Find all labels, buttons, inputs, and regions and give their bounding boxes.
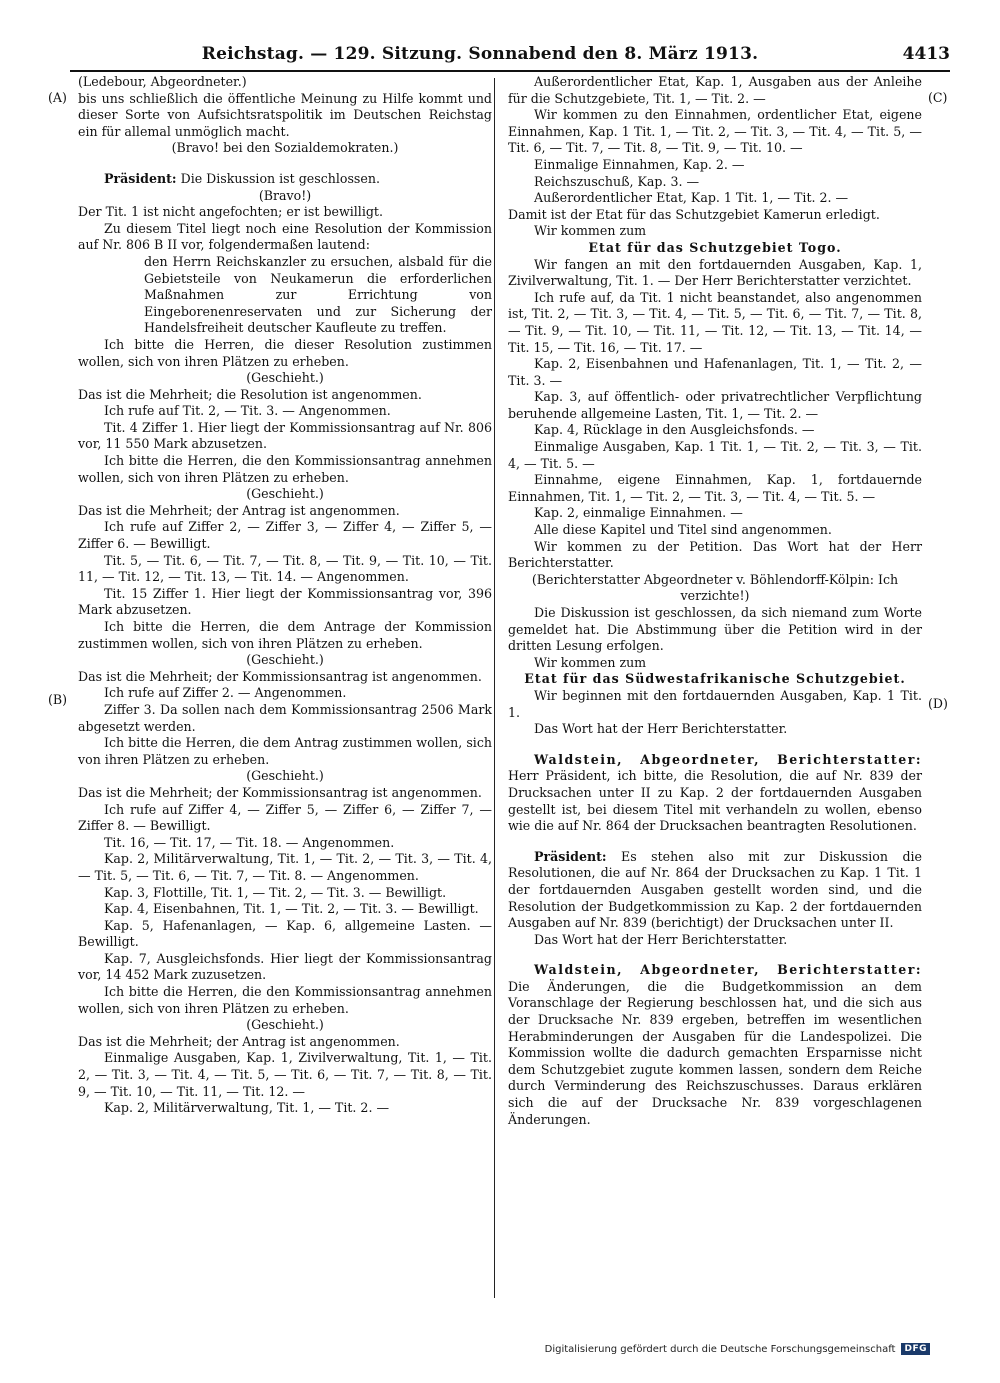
paragraph: Ich rufe auf Ziffer 2, — Ziffer 3, — Ziffer 4, — Ziffer 5, — Ziffer 6. — Bewilligt. — [78, 519, 492, 552]
paragraph: Waldstein, Abgeordneter, Berichterstatter: Herr Präsident, ich bitte, die Resolution, die auf Nr. 839 der Drucksachen unter II zu Kap. 2 der fortdauernden Ausgaben gestellt ist, bei diesem Titel mit verhandeln zu wollen, ebenso wie die auf Nr. 864 der Drucksachen beantragten Resolutionen. — [508, 751, 922, 834]
paragraph: Kap. 2, Militärverwaltung, Tit. 1, — Tit. 2. — — [104, 1100, 390, 1116]
paragraph: Einmalige Ausgaben, Kap. 1 Tit. 1, — Tit. 2, — Tit. 3, — Tit. 4, — Tit. 5. — — [508, 439, 922, 471]
paragraph: Wir kommen zu den Einnahmen, ordentlicher Etat, eigene Einnahmen, Kap. 1 Tit. 1, — Tit. 2, — Tit. 3, — Tit. 4, — Tit. 5, — Tit. 6, — Tit. 7, — Tit. 8, — Tit. 9, — Tit. 10. — — [508, 107, 922, 156]
page-number: 4413 — [902, 44, 950, 64]
paragraph: Ziffer 3. Da sollen nach dem Kommissionsantrag 2506 Mark abgesetzt werden. — [78, 701, 492, 734]
paragraph: Die Diskussion ist geschlossen, da sich niemand zum Worte gemeldet hat. Die Abstimmung über die Petition wird in der dritten Lesung erfolgen. — [508, 605, 922, 654]
page-header — [70, 40, 950, 72]
section-heading-togo: Etat für das Schutzgebiet Togo. — [588, 239, 842, 255]
footer-text: Digitalisierung gefördert durch die Deutsche Forschungsgemeinschaft — [544, 1343, 896, 1355]
speaker-continued: (Ledebour, Abgeordneter.) — [78, 74, 247, 89]
paragraph: Ich bitte die Herren, die den Kommissionsantrag annehmen wollen, sich von ihren Plätzen zu erheben. — [78, 453, 492, 485]
paragraph: Ich bitte die Herren, die dem Antrag zustimmen wollen, sich von ihren Plätzen zu erheben. — [78, 735, 492, 767]
interjection: (Geschieht.) — [246, 370, 324, 386]
paragraph: Waldstein, Abgeordneter, Berichterstatter: Die Änderungen, die die Budgetkommission an dem Voranschlage der Regierung beschlossen hat, und die sich aus der Drucksache Nr. 839 ergeben, betreffen im wesentlichen Herabminderungen der Ausgaben für die Landespolizei. Die Kommission wollte die dadurch gemachten Ersparnisse nicht dem Schutzgebiet zugute kommen lassen, sondern dem Reiche durch Verminderung des Reichszuschusses. Daraus erklären sich die auf der Drucksache Nr. 839 vorgeschlagenen Änderungen. — [508, 962, 922, 1127]
paragraph: Ich rufe auf Ziffer 4, — Ziffer 5, — Ziffer 6, — Ziffer 7, — Ziffer 8. — Bewilligt. — [78, 801, 492, 834]
dfg-logo-icon: DFG — [901, 1343, 930, 1355]
margin-marker-d: (D) — [928, 696, 948, 711]
paragraph: Präsident: Es stehen also mit zur Diskussion die Resolutionen, die auf Nr. 864 der Drucksachen zu Kap. 1 Tit. 1 der fortdauernden Ausgaben gestellt worden sind, und die Resolution der Budgetkommission zu Kap. 2 der fortdauernden Ausgaben auf Nr. 839 (berichtigt) der Drucksachen unter II. — [508, 848, 922, 931]
resolution-text: den Herrn Reichskanzler zu ersuchen, alsbald für die Gebietsteile von Neukamerun die erforderlichen Maßnahmen zur Errichtung von Eingeborenenreservaten und zur Sicherung der Handelsfreiheit deutscher Kaufleute zu treffen. — [144, 253, 492, 336]
speaker-name: Präsident: — [104, 170, 177, 186]
interjection: (Bravo!) — [258, 187, 312, 203]
paragraph: Tit. 16, — Tit. 17, — Tit. 18. — Angenommen. — [104, 834, 395, 850]
interjection: (Geschieht.) — [246, 652, 324, 668]
paragraph: Der Tit. 1 ist nicht angefochten; er ist bewilligt. — [78, 204, 383, 220]
paragraph: Das ist die Mehrheit; der Kommissionsantrag ist angenommen. — [78, 668, 482, 684]
paragraph: Ich bitte die Herren, die dem Antrage der Kommission zustimmen wollen, sich von ihren Plätzen zu erheben. — [78, 619, 492, 651]
paragraph: Einmalige Einnahmen, Kap. 2. — — [534, 156, 745, 172]
paragraph: Das ist die Mehrheit; der Kommissionsantrag ist angenommen. — [78, 784, 482, 800]
right-column — [508, 74, 922, 1128]
paragraph: Reichszuschuß, Kap. 3. — — [534, 173, 700, 189]
paragraph: Kap. 4, Eisenbahnen, Tit. 1, — Tit. 2, — Tit. 3. — Bewilligt. — [104, 901, 479, 917]
footer-credit — [545, 1343, 930, 1355]
paragraph: Ich bitte die Herren, die dieser Resolution zustimmen wollen, sich von ihren Plätzen zu erheben. — [78, 336, 492, 369]
interjection: (Berichterstatter Abgeordneter v. Böhlendorff-Kölpin: Ich verzichte!) — [531, 571, 899, 604]
speaker-name: Waldstein, Abgeordneter, Berichterstatter: — [534, 962, 922, 978]
paragraph: Das Wort hat der Herr Berichterstatter. — [534, 721, 788, 737]
paragraph: Außerordentlicher Etat, Kap. 1, Ausgaben aus der Anleihe für die Schutzgebiete, Tit. 1, — Tit. 2. — — [508, 74, 922, 106]
paragraph: bis uns schließlich die öffentliche Meinung zu Hilfe kommt und dieser Sorte von Aufsichtsratspolitik im Deutschen Reichstag ein für allemal unmöglich macht. — [78, 90, 492, 139]
paragraph: Wir kommen zum — [534, 223, 647, 239]
paragraph: Ich rufe auf Ziffer 2. — Angenommen. — [104, 685, 347, 701]
paragraph: Einmalige Ausgaben, Kap. 1, Zivilverwaltung, Tit. 1, — Tit. 2, — Tit. 3, — Tit. 4, — Tit. 5, — Tit. 6, — Tit. 7, — Tit. 8, — Tit. 9, — Tit. 10, — Tit. 11, — Tit. 12. — — [78, 1050, 492, 1099]
paragraph: Alle diese Kapitel und Titel sind angenommen. — [534, 522, 832, 538]
paragraph: Tit. 5, — Tit. 6, — Tit. 7, — Tit. 8, — Tit. 9, — Tit. 10, — Tit. 11, — Tit. 12, — Tit. 13, — Tit. 14. — Angenommen. — [78, 552, 492, 585]
paragraph: Kap. 2, einmalige Einnahmen. — — [534, 505, 743, 521]
paragraph: Zu diesem Titel liegt noch eine Resolution der Kommission auf Nr. 806 B II vor, folgendermaßen lautend: — [78, 220, 492, 253]
paragraph: Damit ist der Etat für das Schutzgebiet Kamerun erledigt. — [508, 206, 880, 222]
margin-marker-c: (C) — [928, 90, 948, 105]
left-column — [78, 74, 492, 1117]
paragraph: Tit. 4 Ziffer 1. Hier liegt der Kommissionsantrag auf Nr. 806 vor, 11 550 Mark abzusetzen. — [78, 419, 492, 452]
paragraph: Kap. 5, Hafenanlagen, — Kap. 6, allgemeine Lasten. — Bewilligt. — [78, 917, 492, 950]
column-divider — [494, 78, 495, 1298]
interjection: (Geschieht.) — [246, 486, 324, 502]
margin-marker-a: (A) — [48, 90, 67, 105]
paragraph: Tit. 15 Ziffer 1. Hier liegt der Kommissionsantrag vor, 396 Mark abzusetzen. — [78, 585, 492, 618]
interjection: (Geschieht.) — [246, 768, 324, 784]
paragraph: Das Wort hat der Herr Berichterstatter. — [534, 931, 788, 947]
section-heading-suedwestafrika: Etat für das Südwestafrikanische Schutzgebiet. — [524, 671, 906, 687]
paragraph: Das ist die Mehrheit; der Antrag ist angenommen. — [78, 1033, 400, 1049]
paragraph: Kap. 2, Militärverwaltung, Tit. 1, — Tit. 2, — Tit. 3, — Tit. 4, — Tit. 5, — Tit. 6, — Tit. 7, — Tit. 8. — Angenommen. — [78, 851, 492, 883]
paragraph: Kap. 7, Ausgleichsfonds. Hier liegt der Kommissionsantrag vor, 14 452 Mark zuzusetzen. — [78, 950, 492, 983]
paragraph: Wir fangen an mit den fortdauernden Ausgaben, Kap. 1, Zivilverwaltung, Tit. 1. — Der Herr Berichterstatter verzichtet. — [508, 256, 922, 289]
paragraph: Einnahme, eigene Einnahmen, Kap. 1, fortdauernde Einnahmen, Tit. 1, — Tit. 2, — Tit. 3, — Tit. 4, — Tit. 5. — — [508, 472, 922, 504]
paragraph: Kap. 4, Rücklage in den Ausgleichsfonds. — — [534, 422, 815, 438]
paragraph: Das ist die Mehrheit; die Resolution ist angenommen. — [78, 386, 422, 402]
running-title: Reichstag. — 129. Sitzung. Sonnabend den 8. März 1913. — [201, 44, 759, 64]
paragraph: Kap. 3, auf öffentlich- oder privatrechtlicher Verpflichtung beruhende allgemeine Lasten, Tit. 1, — Tit. 2. — — [508, 389, 922, 421]
paragraph: Kap. 3, Flottille, Tit. 1, — Tit. 2, — Tit. 3. — Bewilligt. — [104, 884, 447, 900]
paragraph: Wir kommen zum — [534, 654, 647, 670]
interjection: (Bravo! bei den Sozialdemokraten.) — [171, 140, 399, 156]
paragraph: Außerordentlicher Etat, Kap. 1 Tit. 1, — Tit. 2. — — [534, 190, 849, 206]
paragraph: Das ist die Mehrheit; der Antrag ist angenommen. — [78, 502, 400, 518]
paragraph: Ich rufe auf, da Tit. 1 nicht beanstandet, also angenommen ist, Tit. 2, — Tit. 3, — Tit. 4, — Tit. 5, — Tit. 6, — Tit. 7, — Tit. 8, — Tit. 9, — Tit. 10, — Tit. 11, — Tit. 12, — Tit. 13, — Tit. 14, — Tit. 15, — Tit. 16, — Tit. 17. — — [508, 289, 922, 355]
margin-marker-b: (B) — [48, 692, 68, 707]
paragraph: Präsident: Die Diskussion ist geschlossen. — [104, 170, 380, 186]
paragraph: Wir kommen zu der Petition. Das Wort hat der Herr Berichterstatter. — [508, 538, 922, 571]
speaker-name: Präsident: — [534, 848, 607, 864]
paragraph: Ich bitte die Herren, die den Kommissionsantrag annehmen wollen, sich von ihren Plätzen zu erheben. — [78, 984, 492, 1016]
interjection: (Geschieht.) — [246, 1017, 324, 1033]
speaker-name: Waldstein, Abgeordneter, Berichterstatter: — [534, 751, 922, 767]
paragraph: Kap. 2, Eisenbahnen und Hafenanlagen, Tit. 1, — Tit. 2, — Tit. 3. — — [508, 356, 922, 388]
paragraph: Wir beginnen mit den fortdauernden Ausgaben, Kap. 1 Tit. 1. — [508, 687, 922, 720]
paragraph: Ich rufe auf Tit. 2, — Tit. 3. — Angenommen. — [104, 403, 391, 419]
